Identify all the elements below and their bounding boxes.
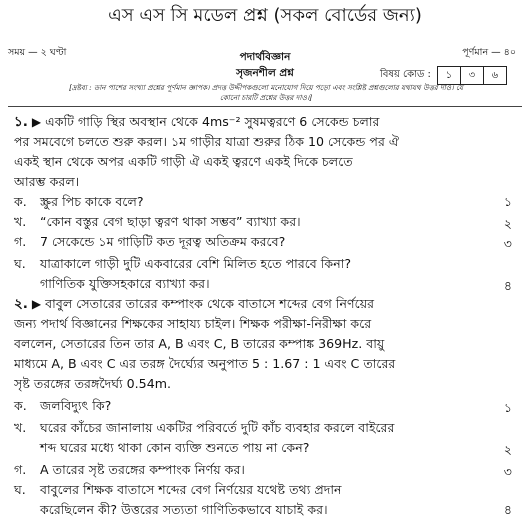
part-text: A তারের সৃষ্ট তরঙ্গের কম্পাংক নির্ণয় কর। [40, 462, 245, 477]
part-label: ঘ. [14, 256, 26, 271]
exam-time: সময় — ২ ঘণ্টা [8, 47, 67, 58]
part-marks: ১ [503, 400, 512, 415]
stem-text: বাবুল সেতারের তারের কম্পাংক থেকে বাতাসে শব্দের বেগ নির্ণয়ের [45, 296, 375, 311]
question-1-stem-line [14, 112, 516, 132]
part-text: বাবুলের শিক্ষক বাতাসে শব্দের বেগ নির্ণয়ের যথেষ্ট তথ্য প্রদান [40, 482, 342, 497]
question-number: ২. [14, 296, 28, 312]
question-2-stem-line: মাধ্যমে A, B এবং C এর তরঙ্গ দৈর্ঘ্যের অনুপাত 5 : 1.67 : 1 এবং C তারের [14, 356, 396, 371]
part-text: 7 সেকেন্ডে ১ম গাড়িটি কত দূরত্ব অতিক্রম করবে? [40, 234, 286, 249]
code-digit: ৬ [483, 67, 506, 84]
question-part [14, 480, 516, 500]
part-label: গ. [14, 462, 27, 477]
question-part [14, 254, 516, 274]
subject-name: পদার্থবিজ্ঞান [239, 51, 291, 63]
full-marks: পূর্ণমান — ৪০ [462, 47, 516, 58]
instruction-note [8, 83, 524, 103]
part-text-continued: শব্দ ঘরের মধ্যে থাকা কোন ব্যক্তি শুনতে পায় না কেন? [40, 440, 310, 455]
question-part [14, 212, 516, 232]
header-divider [8, 106, 522, 107]
question-part [14, 396, 516, 416]
question-1-stem-line: আরম্ভ করল। [14, 174, 80, 189]
question-2-stem-line [14, 294, 516, 314]
part-label: ক. [14, 194, 27, 209]
part-text: স্ক্রুর পিচ কাকে বলে? [40, 194, 144, 209]
question-part [14, 460, 516, 480]
question-1-stem-line: পর সমবেগে চলতে শুরু করল। ১ম গাড়ীর যাত্রা শুরুর ঠিক 10 সেকেন্ড পর ঐ [14, 134, 399, 149]
subject-code-label: বিষয় কোড : [380, 69, 431, 80]
part-text: ঘরের কাঁচের জানালায় একটির পরিবর্তে দুটি কাঁচ ব্যবহার করলে বাইরের [40, 420, 395, 435]
part-text-continued: গাণিতিক যুক্তিসহকারে ব্যাখ্যা কর। [40, 276, 210, 291]
part-text: “কোন বস্তুর বেগ ছাড়া ত্বরণ থাকা সম্ভব” ব্যাখ্যা কর। [40, 214, 301, 229]
part-text: জলবিদ্যুৎ কি? [40, 398, 112, 413]
stem-text: একটি গাড়ি স্থির অবস্থান থেকে 4ms⁻² সুষমত্বরণে 6 সেকেন্ড চলার [45, 114, 380, 129]
part-text-continued: করেছিলেন কী? উত্তরের সত্যতা গাণিতিকভাবে যাচাই কর। [40, 502, 328, 517]
part-marks: ৪ [503, 278, 512, 293]
question-2-stem-line: বললেন, সেতারের তিন তার A, B এবং C, B তারের কম্পাঙ্ক 369Hz. বায়ু [14, 336, 385, 351]
question-part [14, 418, 516, 438]
question-part [14, 192, 516, 212]
part-marks: ৩ [503, 236, 512, 251]
part-marks: ২ [503, 442, 512, 457]
question-1-stem-line: একই স্থান থেকে অপর একটি গাড়ী ঐ একই ত্বরণে একই দিকে চলতে [14, 154, 353, 169]
paper-title: এস এস সি মডেল প্রশ্ন (সকল বোর্ডের জন্য) [108, 5, 422, 26]
part-marks: ২ [503, 216, 512, 231]
question-part [14, 232, 516, 252]
part-label: ঘ. [14, 482, 26, 497]
part-marks: ১ [503, 194, 512, 209]
instruction-line: [দ্রষ্টব্য : ডান পাশের সংখ্যা প্রশ্নের পূর্ণমান জ্ঞাপক। প্রদত্ত উদ্দীপকগুলো মনোযোগ দিয়ে পড়ো এবং সংশ্লিষ্ট প্রশ্নগুলোর যথাযথ উত্তর দাও। যে [68, 83, 464, 92]
question-type: সৃজনশীল প্রশ্ন [236, 67, 294, 79]
question-2-stem-line: সৃষ্ট তরঙ্গের তরঙ্গদৈর্ঘ্য 0.54m. [14, 376, 171, 391]
part-label: ক. [14, 398, 27, 413]
part-marks: ৩ [503, 464, 512, 479]
instruction-line: কোনো চারটি প্রশ্নের উত্তর দাও।] [219, 93, 313, 102]
part-marks: ৪ [503, 502, 512, 517]
arrow-icon: ▶ [31, 297, 42, 311]
part-label: গ. [14, 234, 27, 249]
arrow-icon: ▶ [31, 115, 42, 129]
code-digit: ১ [445, 70, 453, 81]
part-label: খ. [14, 214, 27, 229]
code-digit: ৩ [460, 67, 483, 84]
part-label: খ. [14, 420, 27, 435]
part-text: যাত্রাকালে গাড়ী দুটি একবারের বেশি মিলিত হতে পারবে কিনা? [40, 256, 352, 271]
question-number: ১. [14, 114, 28, 130]
question-2-stem-line: জন্য পদার্থ বিজ্ঞানের শিক্ষকের সাহায্য চাইল। শিক্ষক পরীক্ষা-নিরীক্ষা করে [14, 316, 372, 331]
